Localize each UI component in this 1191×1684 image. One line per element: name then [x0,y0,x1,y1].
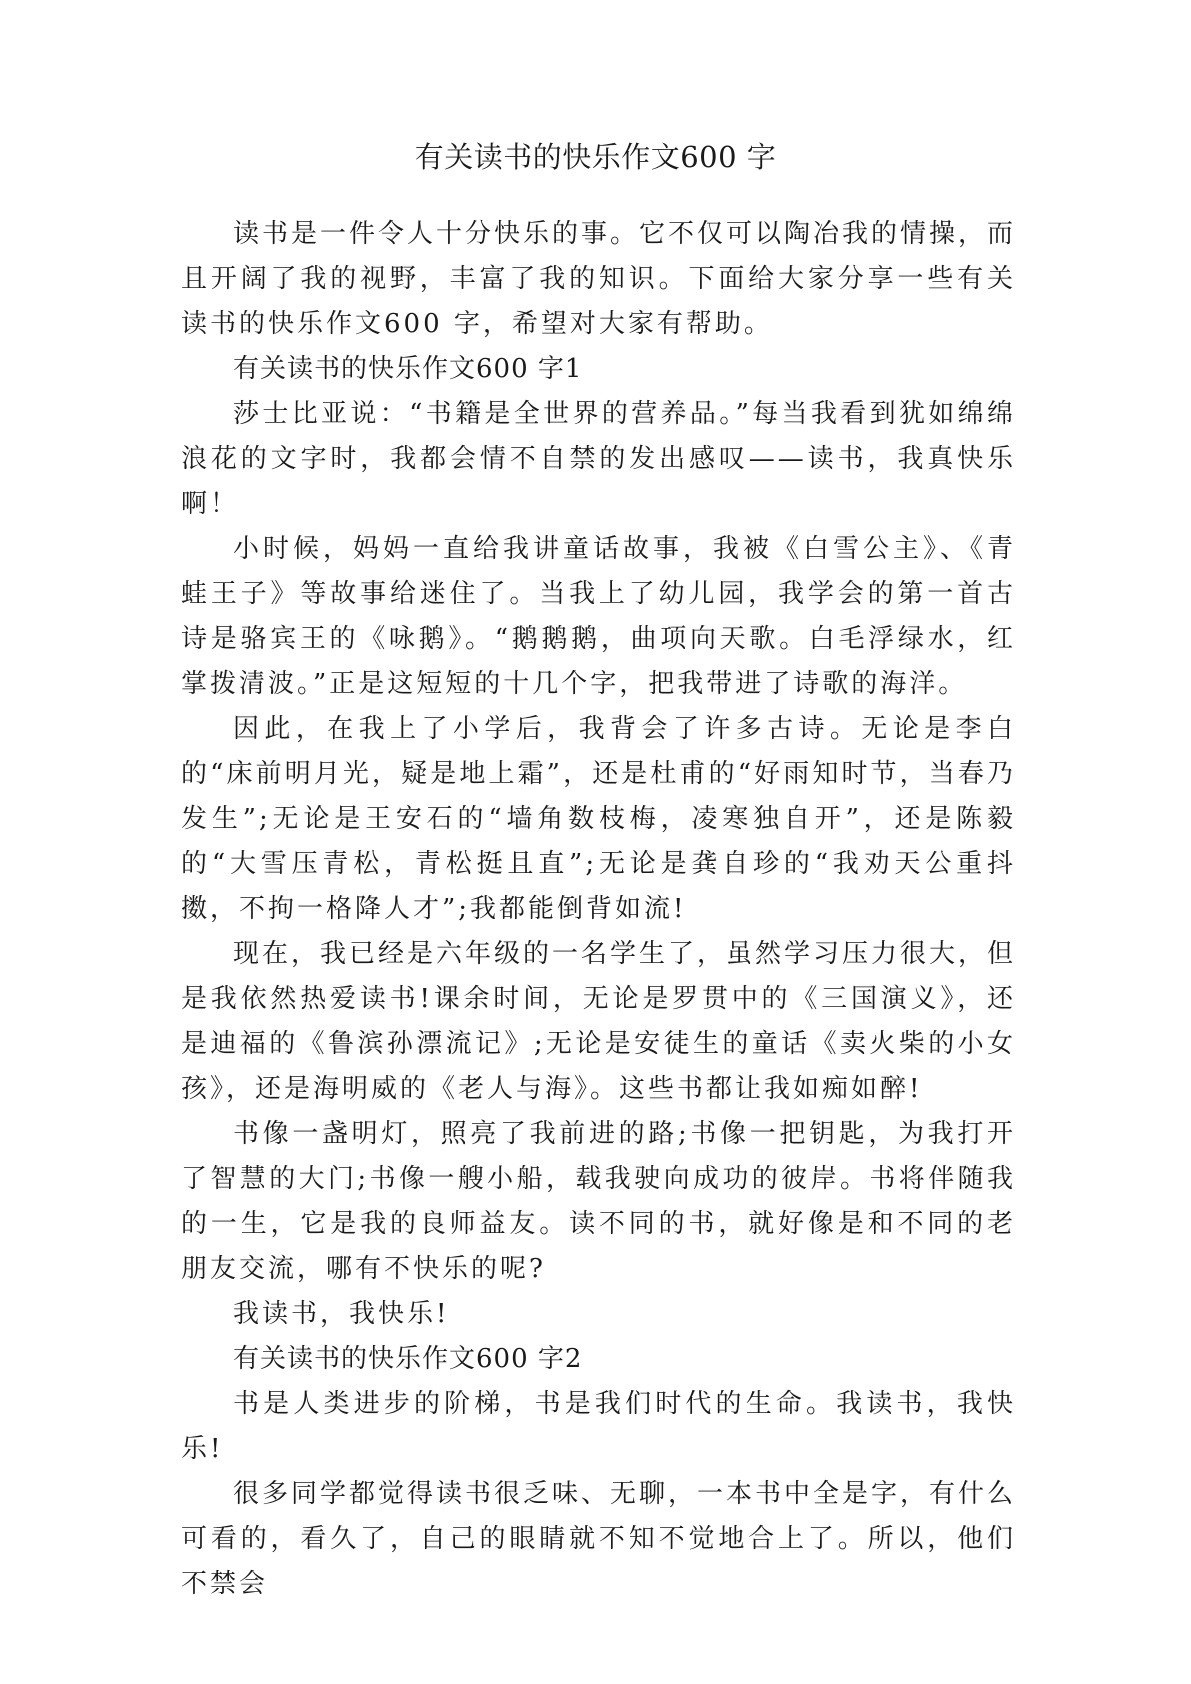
body-paragraph: 现在，我已经是六年级的一名学生了，虽然学习压力很大，但是我依然热爱读书!课余时间，无论是罗贯中的《三国演义》，还是迪福的《鲁滨孙漂流记》;无论是安徒生的童话《卖火柴的小女孩》，还是海明威的《老人与海》。这些书都让我如痴如醉! [181,939,1017,1104]
body-paragraph: 小时候，妈妈一直给我讲童话故事，我被《白雪公主》、《青蛙王子》等故事给迷住了。当我上了幼儿园，我学会的第一首古诗是骆宾王的《咏鹅》。“鹅鹅鹅，曲项向天歌。白毛浮绿水，红掌拨清波。”正是这短短的十几个字，把我带进了诗歌的海洋。 [181,534,1016,699]
section-heading-1: 有关读书的快乐作文600 字1 [233,354,583,384]
body-paragraph: 莎士比亚说：“书籍是全世界的营养品。”每当我看到犹如绵绵浪花的文字时，我都会情不自禁的发出感叹——读书，我真快乐啊！ [181,399,1016,519]
body-paragraph: 很多同学都觉得读书很乏味、无聊，一本书中全是字，有什么可看的，看久了，自己的眼睛就不知不觉地合上了。所以，他们不禁会 [181,1479,1017,1599]
intro-paragraph: 读书是一件令人十分快乐的事。它不仅可以陶冶我的情操，而且开阔了我的视野，丰富了我的知识。下面给大家分享一些有关读书的快乐作文600 字，希望对大家有帮助。 [181,219,1017,339]
document-title: 有关读书的快乐作文600 字 [414,140,777,174]
body-paragraph: 我读书，我快乐! [233,1299,450,1329]
document-body [181,212,1016,1607]
section-heading-2: 有关读书的快乐作文600 字2 [233,1344,583,1374]
body-paragraph: 因此，在我上了小学后，我背会了许多古诗。无论是李白的“床前明月光，疑是地上霜”，还是杜甫的“好雨知时节，当春乃发生”;无论是王安石的“墙角数枝梅，凌寒独自开”，还是陈毅的“大雪压青松，青松挺且直”;无论是龚自珍的“我劝天公重抖擞，不拘一格降人才”;我都能倒背如流! [181,714,1016,924]
body-paragraph: 书像一盏明灯，照亮了我前进的路;书像一把钥匙，为我打开了智慧的大门;书像一艘小船，载我驶向成功的彼岸。书将伴随我的一生，它是我的良师益友。读不同的书，就好像是和不同的老朋友交流，哪有不快乐的呢? [181,1119,1016,1284]
body-paragraph: 书是人类进步的阶梯，书是我们时代的生命。我读书，我快乐! [181,1389,1016,1464]
